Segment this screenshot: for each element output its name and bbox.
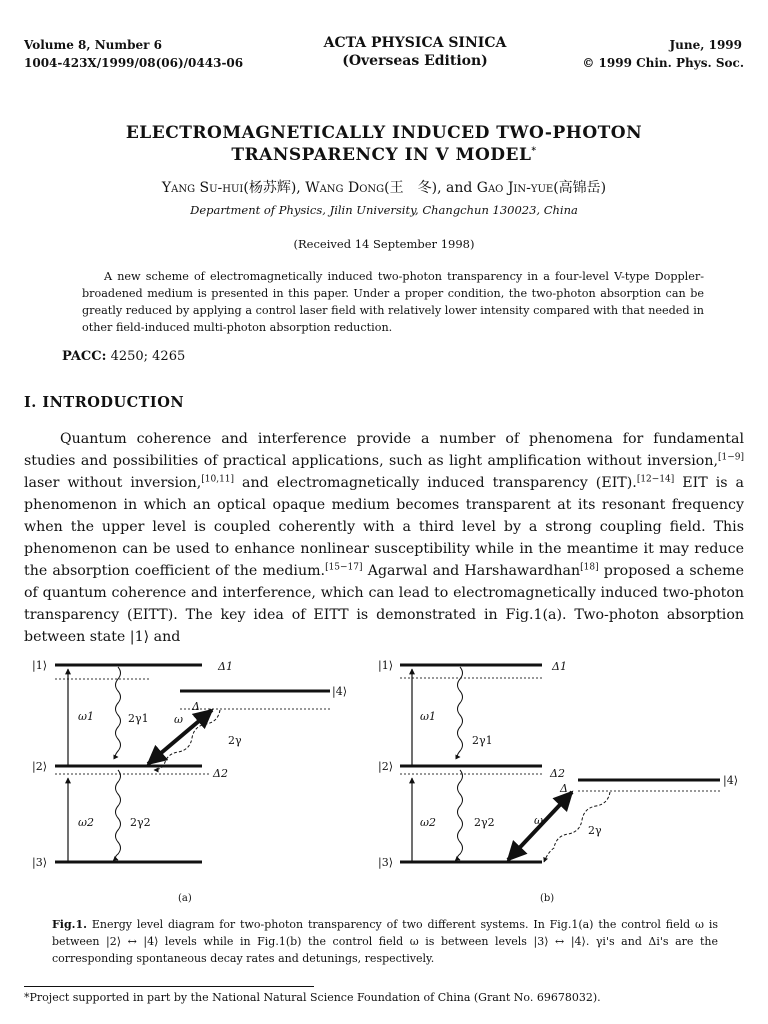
citation-18[interactable]: [18] xyxy=(580,562,599,573)
a-gamma-label: 2γ xyxy=(228,734,242,747)
author-gao-cn: (高锦岳) xyxy=(553,180,607,196)
pacc-line xyxy=(62,349,185,364)
author-wang: Wang Dong xyxy=(305,180,385,196)
panel-b-label: (b) xyxy=(540,893,555,904)
b-ket-2-label: |2⟩ xyxy=(378,760,393,773)
b-ket-1-label: |1⟩ xyxy=(378,659,393,672)
title-footnote-mark: * xyxy=(531,146,537,157)
b-omega2-label: ω2 xyxy=(420,816,436,829)
a-omega2-label: ω2 xyxy=(78,816,94,829)
author-line xyxy=(0,177,768,197)
affiliation: Department of Physics, Jilin University, Changchun 130023, China xyxy=(190,203,578,217)
panel-a-label: (a) xyxy=(178,893,192,904)
title-line-1: ELECTROMAGNETICALLY INDUCED TWO-PHOTON xyxy=(125,123,643,143)
pacc-value: 4250; 4265 xyxy=(110,349,186,364)
panel-a xyxy=(32,659,347,904)
footnote-rule xyxy=(24,986,314,987)
b-delta1-label: Δ1 xyxy=(552,660,567,673)
b-ket-3-label: |3⟩ xyxy=(378,856,393,869)
citation-1-9[interactable]: [1−9] xyxy=(717,452,744,463)
author-yang-cn: (杨苏辉), xyxy=(243,180,306,196)
citation-12-14[interactable]: [12−14] xyxy=(636,474,675,485)
intro-paragraph: Quantum coherence and interference provide a number of phenomena for fundamental studies and possibilities of practical applications, such as light amplification without inversion,[1−9] laser without inversion,[10,11] and electromagnetically induced transparency (EIT).[12−14] EIT is a phenomenon in which an optical opaque medium becomes transparent at its resonant frequency when the upper level is coupled coherently with a third level by a strong coupling field. This phenomenon can be used to enhance nonlinear susceptibility while in the meantime it may reduce the absorption coefficient of the medium.[15−17] Agarwal and Harshawardhan[18] proposed a scheme of quantum coherence and interference, which can lead to electromagnetically induced two-photon transparency (EITT). The key idea of EITT is demonstrated in Fig.1(a). Two-photon absorption between state |1⟩ and xyxy=(24,431,745,645)
b-decay-2-wavy xyxy=(458,770,463,860)
volume-number: Volume 8, Number 6 xyxy=(24,38,162,52)
a-omega1-label: ω1 xyxy=(78,710,94,723)
b-gamma-label: 2γ xyxy=(588,824,602,837)
b-omega-label: ω xyxy=(534,814,543,827)
panel-b xyxy=(378,659,738,904)
section-heading: I. INTRODUCTION xyxy=(24,394,185,411)
footnote: *Project supported in part by the National Natural Science Foundation of China (Grant No. 69678032). xyxy=(24,991,601,1004)
pacc-label: PACC: xyxy=(62,349,107,364)
author-gao: Gao Jin-yue xyxy=(476,180,554,196)
a-gamma1-label: 2γ1 xyxy=(128,712,149,725)
a-delta1-label: Δ1 xyxy=(218,660,233,673)
issn-line: 1004-423X/1999/08(06)/0443-06 xyxy=(24,56,244,70)
energy-level-figure xyxy=(0,650,768,910)
author-yang: Yang Su-hui xyxy=(161,180,244,196)
a-ket-1-label: |1⟩ xyxy=(32,659,47,672)
a-gamma2-label: 2γ2 xyxy=(130,816,151,829)
b-gamma1-label: 2γ1 xyxy=(472,734,493,747)
b-ket-4-label: |4⟩ xyxy=(723,774,738,787)
a-ket-2-label: |2⟩ xyxy=(32,760,47,773)
author-wang-cn: (王 冬), and xyxy=(384,180,477,196)
a-ket-4-label: |4⟩ xyxy=(332,685,347,698)
citation-10-11[interactable]: [10,11] xyxy=(201,474,235,485)
journal-name: ACTA PHYSICA SINICA xyxy=(323,35,507,51)
a-decay-4-wavy xyxy=(154,710,220,770)
a-decay-2-wavy xyxy=(116,770,121,860)
a-omega-label: ω xyxy=(174,713,183,726)
b-omega1-label: ω1 xyxy=(420,710,436,723)
figure-caption-label: Fig.1. xyxy=(52,918,87,931)
title-line-2: TRANSPARENCY IN V MODEL* xyxy=(231,145,537,165)
citation-15-17[interactable]: [15−17] xyxy=(325,562,363,573)
b-delta-label: Δ xyxy=(560,782,568,795)
figure-caption: Fig.1. Energy level diagram for two-photon transparency of two different systems. In Fig.1(a) the control field ω is between |2⟩ ↔ |4⟩ levels while in Fig.1(b) the control field ω is between levels |3⟩ ↔ |4⟩. γi's and Δi's are the corresponding spontaneous decay rates and detunings, respectively. xyxy=(52,918,718,965)
journal-edition: (Overseas Edition) xyxy=(342,53,488,69)
abstract: A new scheme of electromagnetically induced two-photon transparency in a four-level V-type Doppler-broadened medium is presented in this paper. Under a proper condition, the two-photon absorption can be greatly reduced by applying a control laser field with relatively lower intensity compared with that needed in other field-induced multi-photon absorption reduction. xyxy=(82,270,704,334)
issue-date: June, 1999 xyxy=(669,38,742,52)
a-delta-label: Δ xyxy=(192,700,200,713)
a-delta2-label: Δ2 xyxy=(213,767,228,780)
a-ket-3-label: |3⟩ xyxy=(32,856,47,869)
received-date: (Received 14 September 1998) xyxy=(293,237,475,251)
b-gamma2-label: 2γ2 xyxy=(474,816,495,829)
copyright-line: © 1999 Chin. Phys. Soc. xyxy=(582,56,744,70)
b-decay-1-wavy xyxy=(458,667,463,757)
a-decay-1-wavy xyxy=(116,667,121,757)
b-delta2-label: Δ2 xyxy=(550,767,565,780)
